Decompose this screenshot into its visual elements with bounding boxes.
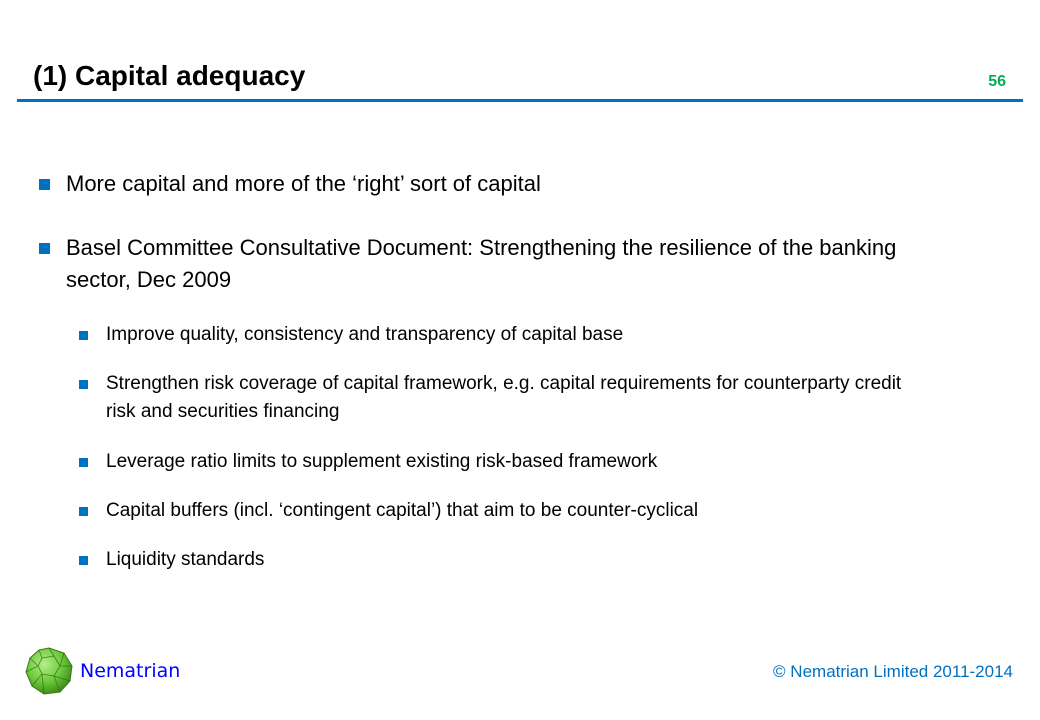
square-bullet-icon	[79, 458, 88, 467]
square-bullet-icon	[79, 507, 88, 516]
square-bullet-icon	[79, 331, 88, 340]
bullet-item	[66, 168, 946, 200]
sub-bullet-text: Strengthen risk coverage of capital framework, e.g. capital requirements for counterparty credit risk and securities financing	[106, 373, 902, 422]
bullet-text: More capital and more of the ‘right’ sort of capital	[66, 171, 541, 196]
bullet-text: Basel Committee Consultative Document: Strengthening the resilience of the banking sector, Dec 2009	[66, 235, 897, 292]
sub-bullet-item	[106, 546, 926, 574]
sub-bullet-item	[106, 370, 916, 426]
copyright-notice: © Nematrian Limited 2011-2014	[773, 662, 1013, 681]
slide-title: (1) Capital adequacy	[33, 60, 306, 91]
slide-number: 56	[988, 73, 1006, 90]
sub-bullet-text: Liquidity standards	[106, 549, 265, 570]
green-polyhedron-logo-icon	[24, 646, 74, 696]
sub-bullet-text: Capital buffers (incl. ‘contingent capital’) that aim to be counter-cyclical	[106, 500, 699, 521]
brand-name: Nematrian	[80, 660, 181, 682]
bullet-item	[66, 232, 936, 296]
sub-bullet-item	[106, 448, 926, 476]
sub-bullet-text: Leverage ratio limits to supplement existing risk-based framework	[106, 451, 658, 472]
square-bullet-icon	[79, 380, 88, 389]
sub-bullet-item	[106, 321, 926, 349]
sub-bullet-text: Improve quality, consistency and transparency of capital base	[106, 324, 624, 345]
sub-bullet-item	[106, 497, 926, 525]
square-bullet-icon	[39, 179, 50, 190]
square-bullet-icon	[79, 556, 88, 565]
square-bullet-icon	[39, 243, 50, 254]
title-divider	[17, 99, 1023, 102]
